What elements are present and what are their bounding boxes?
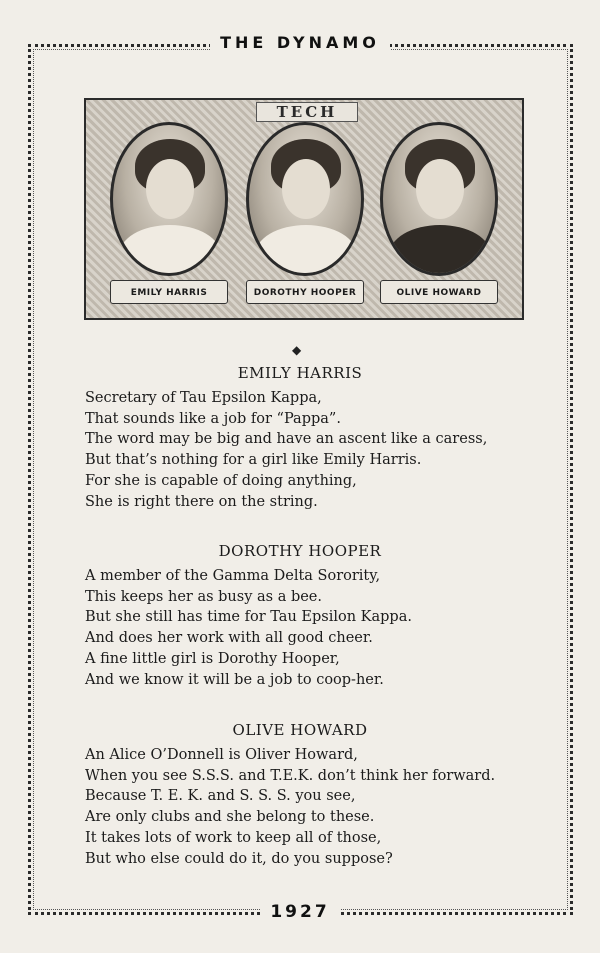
- page-footer: [0, 902, 600, 922]
- poem-line: The word may be big and have an ascent like a caress,: [85, 431, 488, 448]
- poem-line: When you see S.S.S. and T.E.K. don’t think her forward.: [85, 767, 496, 784]
- poem-line: Because T. E. K. and S. S. S. you see,: [85, 788, 356, 805]
- portrait-caption: DOROTHY HOOPER: [246, 280, 364, 304]
- poem-line: A member of the Gamma Delta Sorority,: [85, 568, 381, 584]
- poem-line: Secretary of Tau Epsilon Kappa,: [85, 390, 322, 406]
- poem-line: But who else could do it, do you suppose?: [85, 850, 393, 867]
- portrait-panel: [84, 98, 524, 320]
- poem-body: [85, 388, 555, 512]
- header-title: THE DYNAMO: [210, 33, 390, 52]
- poem-line: That sounds like a job for “Pappa”.: [85, 410, 341, 427]
- poem-line: And we know it will be a job to coop-her.: [85, 671, 384, 688]
- portrait-emily-harris: [110, 122, 228, 276]
- poem-body: [85, 566, 555, 690]
- poem-body: [85, 745, 555, 869]
- poem-line: A fine little girl is Dorothy Hooper,: [85, 650, 340, 667]
- footer-year: 1927: [260, 902, 339, 922]
- panel-banner: TECH: [256, 102, 358, 122]
- poem-title: OLIVE HOWARD: [232, 721, 368, 739]
- page-header: [0, 33, 600, 52]
- poem-line: It takes lots of work to keep all of those,: [85, 829, 382, 846]
- portrait-caption: EMILY HARRIS: [110, 280, 228, 304]
- poem-line: An Alice O’Donnell is Oliver Howard,: [85, 747, 358, 763]
- poem-line: For she is capable of doing anything,: [85, 472, 357, 489]
- portrait-olive-howard: [380, 122, 498, 276]
- poem-line: But that’s nothing for a girl like Emily Harris.: [85, 452, 422, 469]
- poem-line: This keeps her as busy as a bee.: [85, 588, 322, 605]
- portrait-dorothy-hooper: [246, 122, 364, 276]
- poem-line: And does her work with all good cheer.: [85, 630, 373, 647]
- divider-diamond-icon: ◆: [292, 343, 302, 357]
- poem-line: But she still has time for Tau Epsilon Kappa.: [85, 609, 412, 626]
- poem-title: DOROTHY HOOPER: [218, 542, 382, 560]
- poem-title: EMILY HARRIS: [237, 364, 363, 382]
- poem-line: She is right there on the string.: [85, 493, 318, 510]
- portrait-caption: OLIVE HOWARD: [380, 280, 498, 304]
- poem-line: Are only clubs and she belong to these.: [85, 809, 375, 826]
